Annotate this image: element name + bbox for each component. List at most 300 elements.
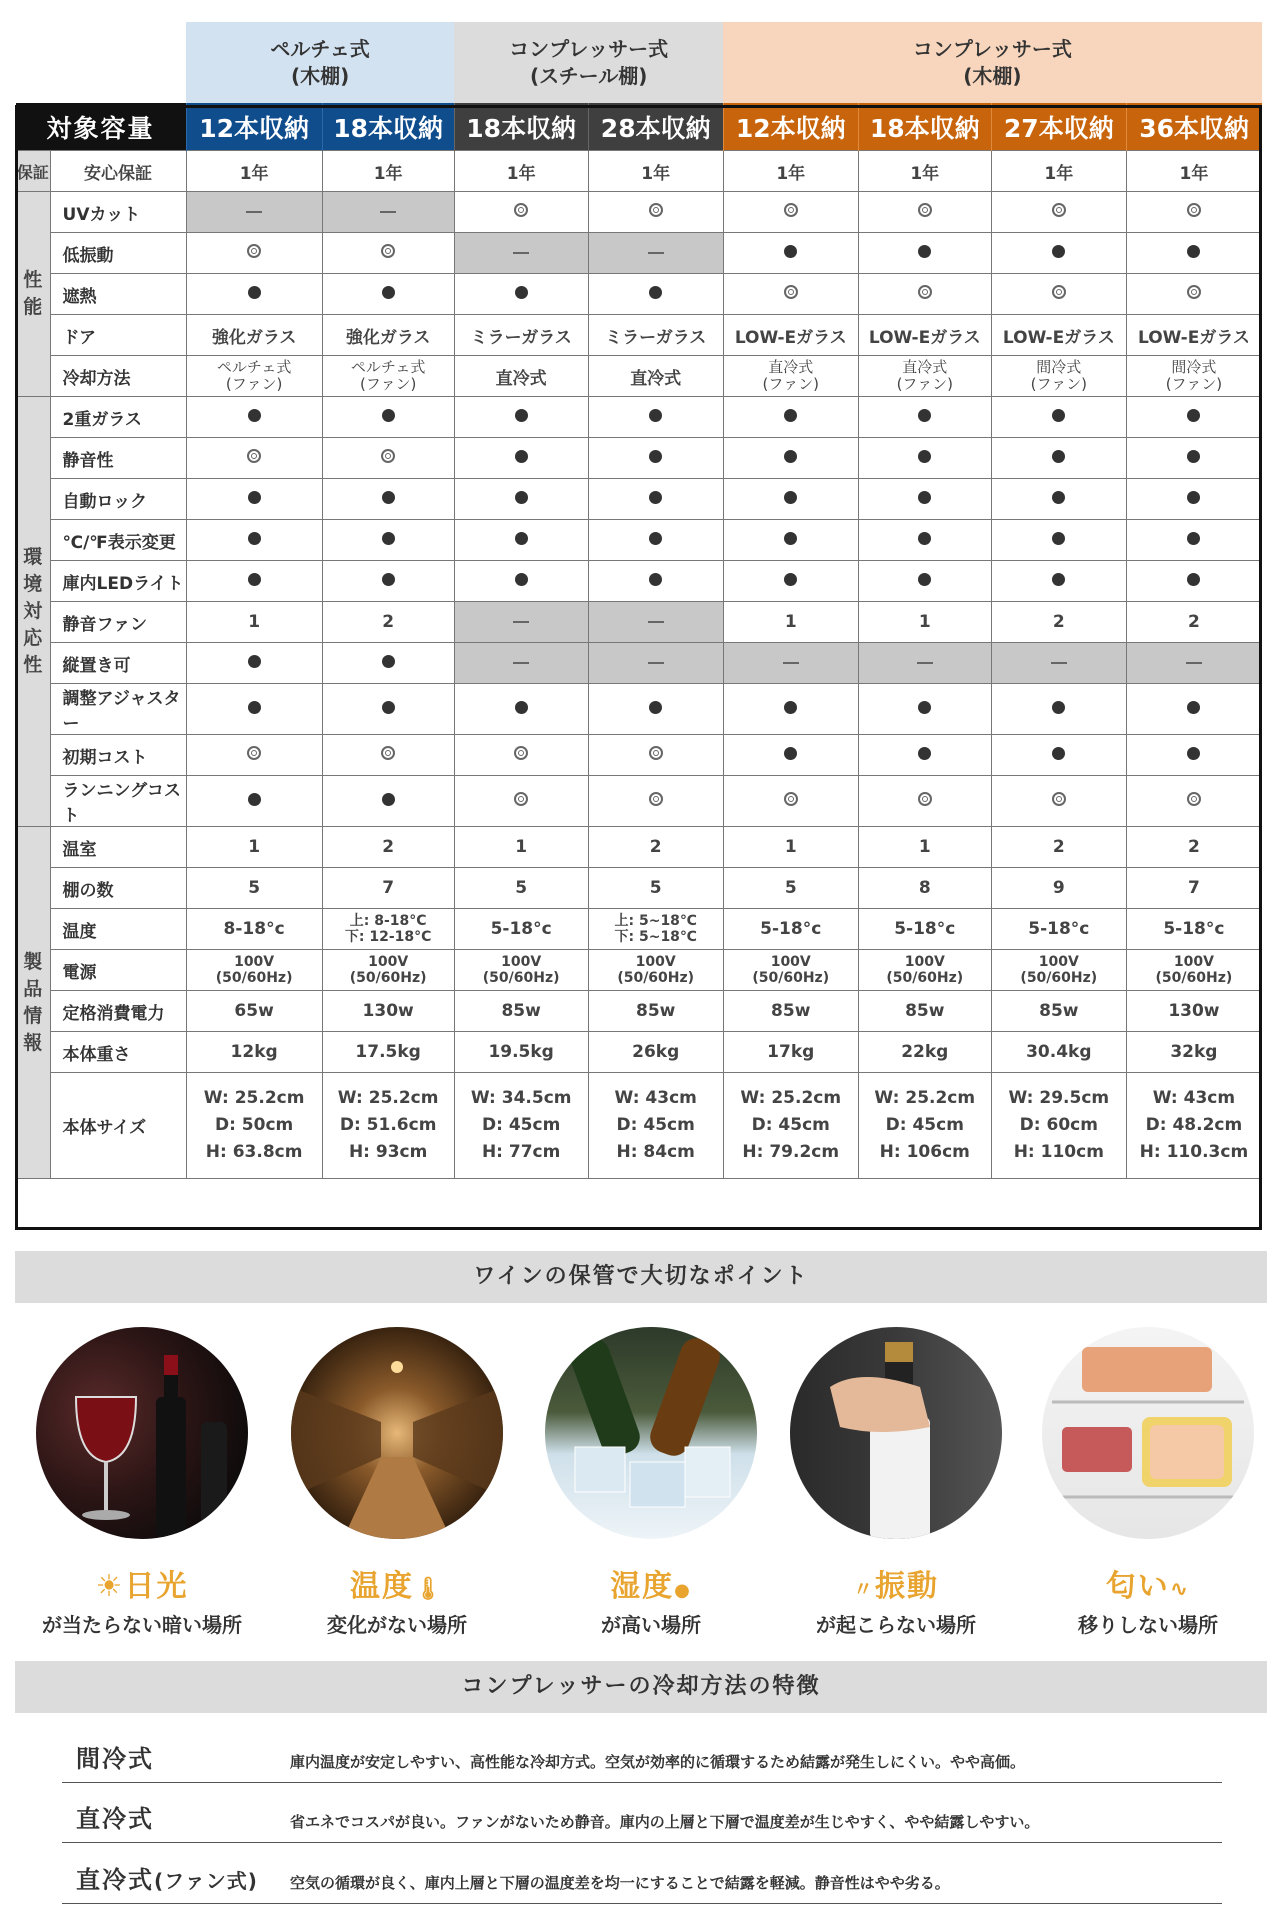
- value-line: 2: [1052, 837, 1065, 857]
- spec-value: [858, 868, 991, 909]
- value-line: 2: [382, 837, 395, 857]
- spec-value: [322, 1032, 454, 1073]
- double-circle-icon: [1187, 285, 1201, 299]
- double-circle-mark: [1126, 192, 1261, 233]
- value-line: 強化ガラス: [211, 327, 297, 348]
- value-line: (ファン): [359, 375, 417, 393]
- blank-corner: [16, 22, 187, 103]
- double-circle-mark: [858, 192, 991, 233]
- filled-circle-mark: [723, 520, 858, 561]
- value-line: H: 110.3cm: [1139, 1142, 1249, 1162]
- value-line: W: 43cm: [1152, 1088, 1236, 1108]
- category-char: 境: [23, 573, 43, 595]
- filled-circle-icon: [784, 491, 797, 504]
- category-char: 応: [23, 627, 43, 649]
- spec-value: [454, 991, 588, 1032]
- double-circle-mark: [723, 192, 858, 233]
- spec-row: [16, 868, 1262, 909]
- spec-value: [858, 1032, 991, 1073]
- spec-value: [588, 827, 723, 868]
- section-category: [16, 827, 51, 1179]
- spec-row: [16, 1032, 1262, 1073]
- ice-icon: [545, 1327, 757, 1539]
- value-line: H: 110cm: [1013, 1142, 1104, 1162]
- double-circle-icon: [514, 203, 528, 217]
- value-line: ペルチェ式: [350, 358, 426, 376]
- double-circle-mark: [588, 192, 723, 233]
- filled-circle-icon: [515, 701, 528, 714]
- spec-value: [186, 827, 322, 868]
- filled-circle-mark: [723, 397, 858, 438]
- spec-row: [16, 561, 1262, 602]
- method-desc: 庫内温度が安定しやすい、高性能な冷却方式。空気が効率的に循環するため結露が発生しにくい。やや高価。: [290, 1753, 1026, 1771]
- not-applicable-mark: [1126, 643, 1261, 684]
- row-label: UVカット: [50, 192, 186, 233]
- double-circle-mark: [858, 274, 991, 315]
- value-line: W: 34.5cm: [470, 1088, 572, 1108]
- not-applicable-mark: [991, 643, 1126, 684]
- capacity-row: [16, 103, 1262, 151]
- value-line: 100V: [368, 954, 409, 970]
- double-circle-mark: [454, 776, 588, 827]
- spec-value: [723, 909, 858, 950]
- spec-row: [16, 1073, 1262, 1179]
- point-subtitle: が高い場所: [601, 1613, 701, 1637]
- value-line: D: 51.6cm: [339, 1115, 437, 1135]
- filled-circle-mark: [186, 520, 322, 561]
- not-applicable-mark: [588, 602, 723, 643]
- not-applicable-mark: [858, 643, 991, 684]
- value-line: 17.5kg: [355, 1042, 421, 1062]
- not-applicable-mark: [322, 192, 454, 233]
- spec-value: [1126, 991, 1261, 1032]
- value-line: 強化ガラス: [345, 327, 431, 348]
- spec-value: [186, 950, 322, 991]
- value-line: 30.4kg: [1026, 1042, 1092, 1062]
- value-line: 下: 5~18℃: [614, 929, 697, 945]
- spec-value: [1126, 868, 1261, 909]
- value-line: H: 79.2cm: [742, 1142, 840, 1162]
- spec-value: [991, 602, 1126, 643]
- double-circle-mark: [454, 192, 588, 233]
- value-line: 5: [248, 878, 261, 898]
- value-line: H: 93cm: [348, 1142, 428, 1162]
- filled-circle-mark: [1126, 233, 1261, 274]
- spec-value: [991, 991, 1126, 1032]
- value-line: 32kg: [1170, 1042, 1218, 1062]
- hand-bottle-icon: [790, 1327, 1002, 1539]
- spec-value: [858, 356, 991, 397]
- spec-row: [16, 356, 1262, 397]
- spec-value: [186, 315, 322, 356]
- value-line: W: 25.2cm: [203, 1088, 305, 1108]
- value-line: 上: 8-18°C: [349, 913, 427, 929]
- value-line: (50/60Hz): [617, 970, 695, 986]
- filled-circle-mark: [588, 684, 723, 735]
- point-temperature: [287, 1327, 507, 1638]
- capacity-title: 対象容量: [16, 103, 187, 151]
- value-line: (50/60Hz): [482, 970, 560, 986]
- row-label: ドア: [50, 315, 186, 356]
- not-applicable-mark: [588, 233, 723, 274]
- filled-circle-mark: [991, 479, 1126, 520]
- guarantee-cell: 1年: [186, 151, 322, 192]
- method-name: 間冷式: [76, 1745, 154, 1773]
- value-line: 17kg: [767, 1042, 815, 1062]
- filled-circle-icon: [248, 286, 261, 299]
- spec-value: [588, 909, 723, 950]
- method-row: [62, 1784, 1222, 1843]
- dash-icon: [246, 211, 262, 213]
- spec-value: [322, 827, 454, 868]
- spec-value: [588, 1032, 723, 1073]
- value-line: 26kg: [632, 1042, 680, 1062]
- filled-circle-icon: [1187, 532, 1200, 545]
- spec-value: [454, 315, 588, 356]
- filled-circle-icon: [248, 409, 261, 422]
- filled-circle-mark: [991, 520, 1126, 561]
- guarantee-cell: 1年: [588, 151, 723, 192]
- not-applicable-mark: [186, 192, 322, 233]
- filled-circle-icon: [515, 286, 528, 299]
- value-line: 100V: [770, 954, 811, 970]
- filled-circle-icon: [248, 655, 261, 668]
- double-circle-icon: [514, 746, 528, 760]
- row-label: 初期コスト: [50, 735, 186, 776]
- filled-circle-icon: [918, 701, 931, 714]
- spec-value: [858, 315, 991, 356]
- value-line: 直冷式: [630, 368, 682, 389]
- dash-icon: [648, 662, 664, 664]
- spec-value: [322, 950, 454, 991]
- filled-circle-icon: [784, 409, 797, 422]
- filled-circle-icon: [382, 532, 395, 545]
- double-circle-mark: [186, 233, 322, 274]
- filled-circle-icon: [1187, 491, 1200, 504]
- filled-circle-icon: [784, 245, 797, 258]
- spec-value: [588, 868, 723, 909]
- spec-row: [16, 909, 1262, 950]
- point-title: 温度🌡: [350, 1569, 444, 1604]
- spec-row: [16, 520, 1262, 561]
- double-circle-mark: [991, 776, 1126, 827]
- value-line: 12kg: [230, 1042, 278, 1062]
- value-line: D: 50cm: [214, 1115, 294, 1135]
- value-line: 1: [248, 612, 261, 632]
- double-circle-icon: [381, 449, 395, 463]
- value-line: 85w: [771, 1001, 811, 1021]
- dash-icon: [1186, 662, 1202, 664]
- value-line: (50/60Hz): [752, 970, 830, 986]
- point-subtitle: が当たらない暗い場所: [42, 1613, 242, 1637]
- spec-value: [454, 909, 588, 950]
- value-line: 85w: [905, 1001, 945, 1021]
- value-line: ミラーガラス: [605, 327, 707, 348]
- guarantee-cell: 1年: [991, 151, 1126, 192]
- cellar-photo: [291, 1327, 503, 1539]
- filled-circle-icon: [649, 409, 662, 422]
- double-circle-icon: [1052, 203, 1066, 217]
- filled-circle-icon: [1052, 450, 1065, 463]
- capacity-cell: 18本収納: [322, 103, 454, 151]
- value-line: (ファン): [896, 375, 953, 393]
- filled-circle-mark: [1126, 684, 1261, 735]
- spec-row: [16, 397, 1262, 438]
- value-line: 直冷式: [902, 358, 948, 376]
- filled-circle-mark: [454, 520, 588, 561]
- dash-icon: [380, 211, 396, 213]
- double-circle-mark: [723, 776, 858, 827]
- spec-value: [723, 827, 858, 868]
- capacity-cell: 12本収納: [186, 103, 322, 151]
- spec-value: [723, 356, 858, 397]
- dash-icon: [513, 662, 529, 664]
- spec-value: [322, 1073, 454, 1179]
- double-circle-icon: [784, 203, 798, 217]
- value-line: 5: [784, 878, 797, 898]
- row-label: 冷却方法: [50, 356, 186, 397]
- row-label: 縦置き可: [50, 643, 186, 684]
- not-applicable-mark: [454, 602, 588, 643]
- spec-value: [858, 602, 991, 643]
- row-label: ランニングコスト: [50, 776, 186, 827]
- filled-circle-mark: [322, 397, 454, 438]
- filled-circle-icon: [382, 491, 395, 504]
- dash-icon: [648, 621, 664, 623]
- value-line: 2: [1187, 612, 1200, 632]
- filled-circle-mark: [588, 438, 723, 479]
- filled-circle-mark: [186, 479, 322, 520]
- filled-circle-mark: [322, 684, 454, 735]
- double-circle-icon: [918, 792, 932, 806]
- filled-circle-mark: [1126, 479, 1261, 520]
- value-line: 100V: [904, 954, 945, 970]
- value-line: 2: [1052, 612, 1065, 632]
- double-circle-icon: [247, 746, 261, 760]
- filled-circle-icon: [918, 532, 931, 545]
- filled-circle-mark: [454, 479, 588, 520]
- filled-circle-icon: [1052, 491, 1065, 504]
- filled-circle-mark: [723, 479, 858, 520]
- spec-value: [991, 827, 1126, 868]
- guarantee-cell: 1年: [858, 151, 991, 192]
- value-line: 9: [1052, 878, 1065, 898]
- spec-value: [322, 868, 454, 909]
- filled-circle-mark: [186, 274, 322, 315]
- double-circle-mark: [588, 735, 723, 776]
- value-line: LOW-Eガラス: [734, 327, 847, 348]
- filled-circle-icon: [784, 701, 797, 714]
- spec-value: [1126, 356, 1261, 397]
- ice-bottles-photo: [545, 1327, 757, 1539]
- double-circle-icon: [918, 203, 932, 217]
- point-title: 〃振動: [853, 1569, 939, 1604]
- method-name: 直冷式(ファン式): [76, 1866, 258, 1894]
- value-line: 1: [784, 837, 797, 857]
- double-circle-mark: [588, 776, 723, 827]
- filled-circle-mark: [186, 561, 322, 602]
- value-line: LOW-Eガラス: [1002, 327, 1115, 348]
- value-line: 130w: [1168, 1001, 1220, 1021]
- section-category: [16, 192, 51, 397]
- spec-value: [723, 991, 858, 1032]
- value-line: 5-18°c: [1163, 919, 1225, 939]
- method-desc: 省エネでコスパが良い。ファンがないため静音。庫内の上層と下層で温度差が生じやすく、やや結露しやすい。: [290, 1813, 1040, 1831]
- filled-circle-icon: [1187, 573, 1200, 586]
- value-line: 上: 5~18℃: [614, 913, 697, 929]
- value-line: (ファン): [225, 375, 283, 393]
- spec-value: [186, 991, 322, 1032]
- filled-circle-icon: [1052, 532, 1065, 545]
- value-line: ペルチェ式: [216, 358, 292, 376]
- dash-icon: [1051, 662, 1067, 664]
- point-title: 匂い∿: [1105, 1569, 1191, 1604]
- filled-circle-mark: [858, 233, 991, 274]
- fridge-food-icon: [1042, 1327, 1254, 1539]
- filled-circle-mark: [991, 397, 1126, 438]
- spec-value: [858, 991, 991, 1032]
- spec-value: [454, 1032, 588, 1073]
- point-subtitle: 移りしない場所: [1078, 1613, 1218, 1637]
- filled-circle-mark: [588, 274, 723, 315]
- filled-circle-icon: [515, 450, 528, 463]
- row-label: 低振動: [50, 233, 186, 274]
- spec-row: [16, 479, 1262, 520]
- spec-value: [454, 356, 588, 397]
- value-line: D: 48.2cm: [1145, 1115, 1243, 1135]
- filled-circle-mark: [454, 397, 588, 438]
- double-circle-mark: [322, 233, 454, 274]
- value-line: 1: [515, 837, 528, 857]
- value-line: (ファン): [1165, 375, 1223, 393]
- filled-circle-mark: [322, 479, 454, 520]
- filled-circle-mark: [1126, 397, 1261, 438]
- filled-circle-mark: [991, 233, 1126, 274]
- value-line: 2: [649, 837, 662, 857]
- row-label: 静音性: [50, 438, 186, 479]
- value-line: 2: [382, 612, 395, 632]
- row-label: 定格消費電力: [50, 991, 186, 1032]
- spec-row: [16, 735, 1262, 776]
- filled-circle-mark: [322, 776, 454, 827]
- value-line: D: 45cm: [616, 1115, 695, 1135]
- filled-circle-icon: [649, 701, 662, 714]
- point-title: ☀日光: [95, 1569, 189, 1604]
- guarantee-cell: 1年: [322, 151, 454, 192]
- double-circle-icon: [649, 203, 663, 217]
- value-line: D: 45cm: [482, 1115, 561, 1135]
- spec-value: [991, 950, 1126, 991]
- spec-value: [588, 315, 723, 356]
- spec-value: [588, 991, 723, 1032]
- method-name: 直冷式: [76, 1805, 154, 1833]
- spec-row: [16, 827, 1262, 868]
- filled-circle-icon: [515, 491, 528, 504]
- filled-circle-icon: [918, 450, 931, 463]
- value-line: 22kg: [901, 1042, 949, 1062]
- filled-circle-icon: [248, 491, 261, 504]
- filled-circle-icon: [918, 747, 931, 760]
- filled-circle-icon: [515, 532, 528, 545]
- filled-circle-mark: [322, 561, 454, 602]
- value-line: D: 60cm: [1019, 1115, 1098, 1135]
- value-line: (50/60Hz): [215, 970, 293, 986]
- value-line: 5: [515, 878, 528, 898]
- row-label: 静音ファン: [50, 602, 186, 643]
- value-line: 間冷式: [1171, 358, 1217, 376]
- filled-circle-mark: [723, 438, 858, 479]
- group-header-row: [16, 22, 1262, 103]
- value-line: W: 25.2cm: [874, 1088, 976, 1108]
- row-label: 2重ガラス: [50, 397, 186, 438]
- filled-circle-icon: [248, 701, 261, 714]
- double-circle-mark: [186, 438, 322, 479]
- capacity-cell: 28本収納: [588, 103, 723, 151]
- filled-circle-mark: [723, 233, 858, 274]
- vibration-icon: 〃: [853, 1577, 875, 1601]
- double-circle-mark: [1126, 776, 1261, 827]
- value-line: 100V: [1038, 954, 1079, 970]
- filled-circle-mark: [588, 479, 723, 520]
- smell-icon: ∿: [1169, 1577, 1191, 1602]
- value-line: D: 45cm: [885, 1115, 964, 1135]
- value-line: H: 63.8cm: [205, 1142, 303, 1162]
- filled-circle-mark: [858, 684, 991, 735]
- double-circle-mark: [186, 735, 322, 776]
- comparison-table: [15, 22, 1262, 1179]
- value-line: (50/60Hz): [349, 970, 427, 986]
- filled-circle-mark: [322, 520, 454, 561]
- double-circle-icon: [247, 244, 261, 258]
- filled-circle-mark: [454, 561, 588, 602]
- spec-value: [723, 1032, 858, 1073]
- spec-value: [1126, 827, 1261, 868]
- spec-value: [991, 868, 1126, 909]
- spec-value: [858, 1073, 991, 1179]
- value-line: 8-18°c: [223, 919, 285, 939]
- value-line: 100V: [1173, 954, 1214, 970]
- double-circle-icon: [247, 449, 261, 463]
- group-compressor-steel: コンプレッサー式 (スチール棚): [454, 22, 723, 103]
- double-circle-mark: [991, 274, 1126, 315]
- value-line: 7: [382, 878, 395, 898]
- spec-value: [454, 1073, 588, 1179]
- value-line: (50/60Hz): [886, 970, 964, 986]
- double-circle-icon: [784, 285, 798, 299]
- hand-bottle-photo: [790, 1327, 1002, 1539]
- filled-circle-mark: [186, 643, 322, 684]
- not-applicable-mark: [454, 233, 588, 274]
- method-row: [62, 1845, 1222, 1904]
- spec-row: [16, 991, 1262, 1032]
- filled-circle-mark: [322, 643, 454, 684]
- value-line: (50/60Hz): [1155, 970, 1233, 986]
- point-humidity: [541, 1327, 761, 1638]
- double-circle-icon: [918, 285, 932, 299]
- filled-circle-icon: [649, 532, 662, 545]
- filled-circle-mark: [991, 735, 1126, 776]
- section-category: [16, 397, 51, 827]
- value-line: 130w: [362, 1001, 414, 1021]
- spec-value: [1126, 909, 1261, 950]
- filled-circle-icon: [649, 286, 662, 299]
- dash-icon: [513, 252, 529, 254]
- value-line: 5: [649, 878, 662, 898]
- filled-circle-mark: [723, 735, 858, 776]
- filled-circle-mark: [858, 438, 991, 479]
- value-line: 1: [918, 612, 931, 632]
- filled-circle-mark: [186, 776, 322, 827]
